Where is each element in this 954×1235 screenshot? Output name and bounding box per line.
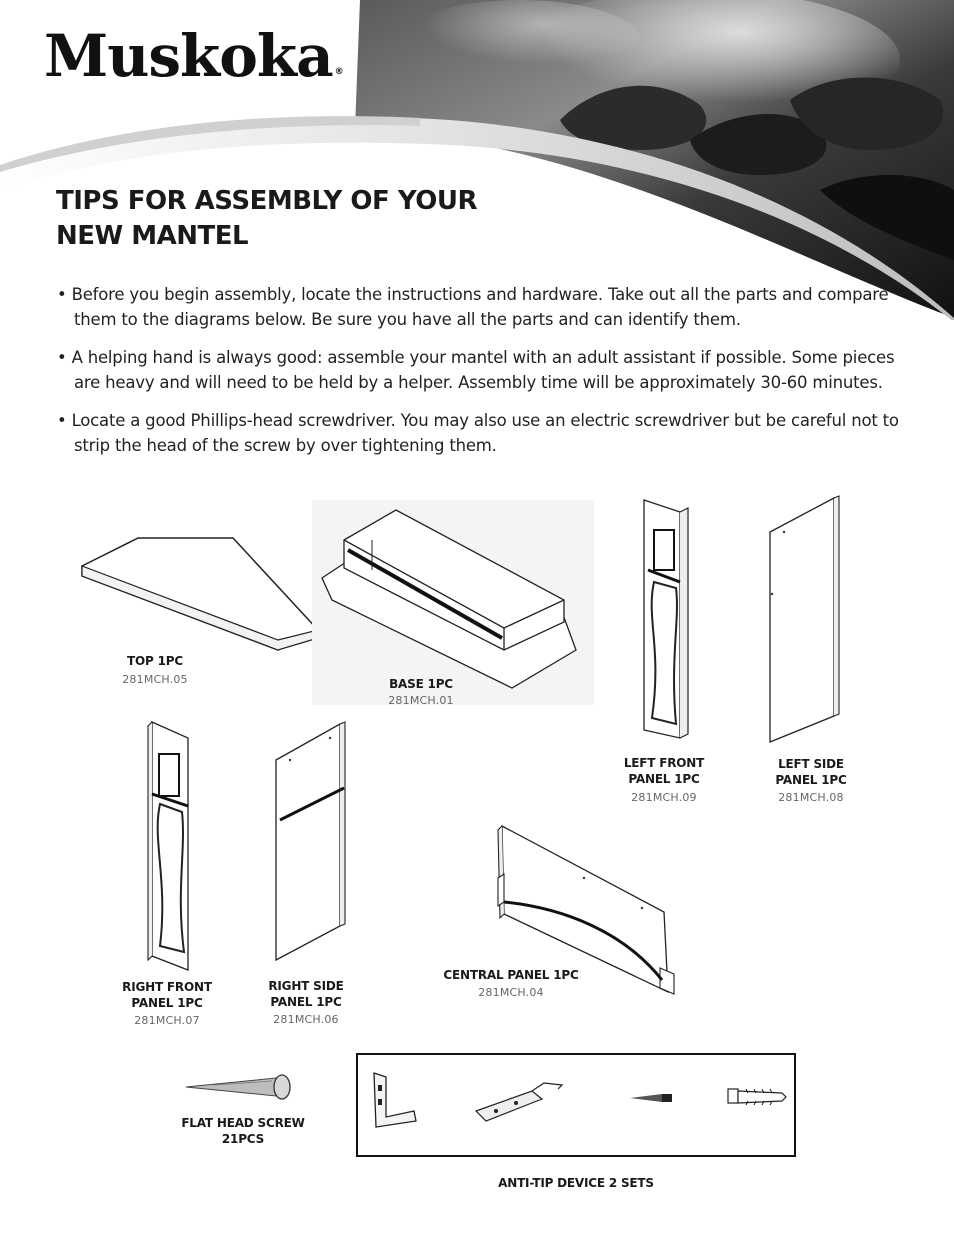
screw-icon [628, 1091, 676, 1105]
page-title [56, 184, 477, 254]
left-side-panel-diagram [764, 494, 844, 744]
brand-name: Muskoka [44, 22, 333, 90]
right-front-panel-label-line2: PANEL 1PC [131, 996, 203, 1010]
left-side-panel-label-line2: PANEL 1PC [775, 773, 847, 787]
left-front-panel-label-line2: PANEL 1PC [628, 772, 700, 786]
right-front-panel-label [118, 979, 216, 1011]
registered-mark: ® [334, 67, 343, 77]
left-front-panel-diagram [636, 498, 694, 748]
right-front-panel-diagram [146, 720, 196, 976]
flat-head-screw-label-line1: FLAT HEAD SCREW [181, 1116, 305, 1130]
base-diagram [312, 500, 594, 705]
central-panel-label: CENTRAL PANEL 1PC [443, 968, 579, 982]
central-panel-code: 281MCH.04 [478, 986, 544, 999]
left-side-panel-code: 281MCH.08 [778, 791, 844, 804]
right-side-panel-label-line2: PANEL 1PC [270, 995, 342, 1009]
assembly-tips-list [57, 282, 917, 471]
tip-item: • Locate a good Phillips-head screwdriver. You may also use an electric screwdriver but be careful not to strip the head of the screw by over tightening them. [57, 411, 899, 455]
right-side-panel-label-line1: RIGHT SIDE [268, 979, 344, 993]
flat-head-screw-label [172, 1115, 314, 1147]
tip-item: • Before you begin assembly, locate the instructions and hardware. Take out all the parts and compare them to the diagrams below. Be sure you have all the parts and can identify them. [57, 285, 889, 329]
left-front-panel-code: 281MCH.09 [631, 791, 697, 804]
tip-item: • A helping hand is always good: assemble your mantel with an adult assistant if possible. Some pieces are heavy and will need to be held by a helper. Assembly time will be approximately 30-60 minutes. [57, 348, 895, 392]
base-code: 281MCH.01 [388, 694, 454, 707]
l-bracket-icon [370, 1071, 418, 1127]
right-side-panel-code: 281MCH.06 [273, 1013, 339, 1026]
right-side-panel-label [262, 978, 350, 1010]
top-board-diagram [78, 534, 323, 654]
flat-head-screw-label-line2: 21PCS [221, 1132, 265, 1146]
right-side-panel-diagram [272, 720, 348, 964]
anti-tip-device-box [356, 1053, 796, 1157]
strap-bracket-icon [472, 1079, 568, 1127]
brand-logo [44, 22, 343, 90]
right-front-panel-label-line1: RIGHT FRONT [122, 980, 212, 994]
title-line-2: NEW MANTEL [56, 221, 249, 251]
right-front-panel-code: 281MCH.07 [134, 1014, 200, 1027]
left-front-panel-label-line1: LEFT FRONT [623, 756, 705, 770]
top-code: 281MCH.05 [122, 673, 188, 686]
left-side-panel-label [766, 756, 856, 788]
left-side-panel-label-line1: LEFT SIDE [778, 757, 844, 771]
top-label: TOP 1PC [127, 654, 183, 668]
wall-anchor-icon [726, 1083, 790, 1111]
left-front-panel-label [618, 755, 710, 787]
anti-tip-device-label: ANTI-TIP DEVICE 2 SETS [498, 1176, 654, 1190]
title-line-1: TIPS FOR ASSEMBLY OF YOUR [56, 186, 477, 216]
flat-head-screw-diagram [184, 1072, 298, 1102]
base-label: BASE 1PC [389, 677, 453, 691]
